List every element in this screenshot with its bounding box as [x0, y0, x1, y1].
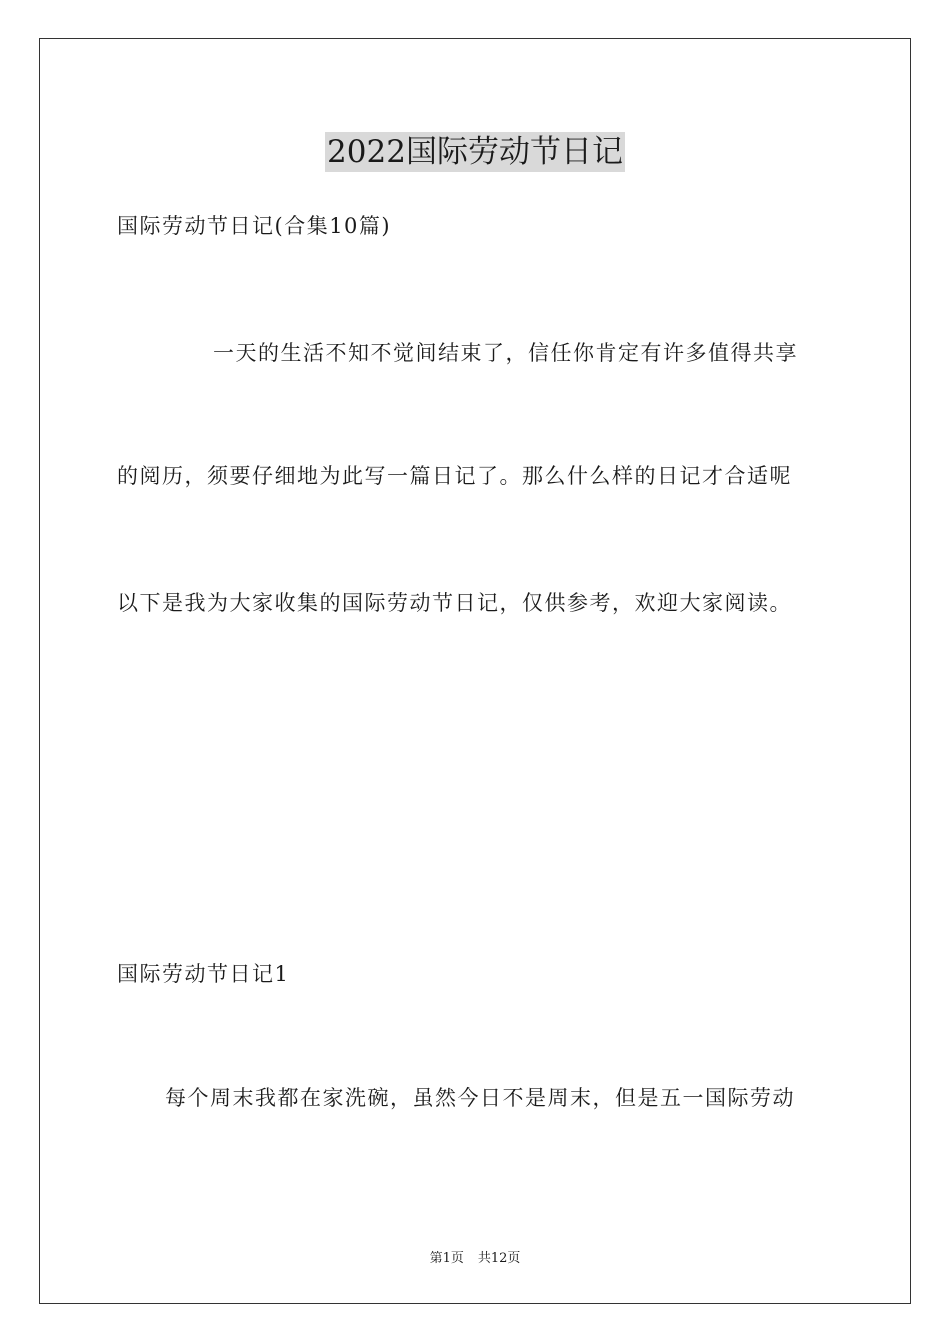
intro-line-3: 以下是我为大家收集的国际劳动节日记，仅供参考，欢迎大家阅读。	[117, 591, 792, 615]
document-subtitle: 国际劳动节日记(合集10篇)	[117, 214, 392, 238]
document-title-wrapper	[0, 126, 950, 171]
page-number-current: 第1页	[429, 1251, 464, 1266]
section-heading: 国际劳动节日记1	[117, 962, 290, 986]
page-number-total: 共12页	[477, 1251, 521, 1266]
intro-line-1: 一天的生活不知不觉间结束了，信任你肯定有许多值得共享	[213, 341, 798, 365]
document-title: 2022国际劳动节日记	[327, 134, 623, 170]
intro-line-2: 的阅历，须要仔细地为此写一篇日记了。那么什么样的日记才合适呢	[117, 464, 792, 488]
page-footer	[0, 1247, 950, 1266]
section-paragraph-line: 每个周末我都在家洗碗，虽然今日不是周末，但是五一国际劳动	[165, 1086, 795, 1110]
